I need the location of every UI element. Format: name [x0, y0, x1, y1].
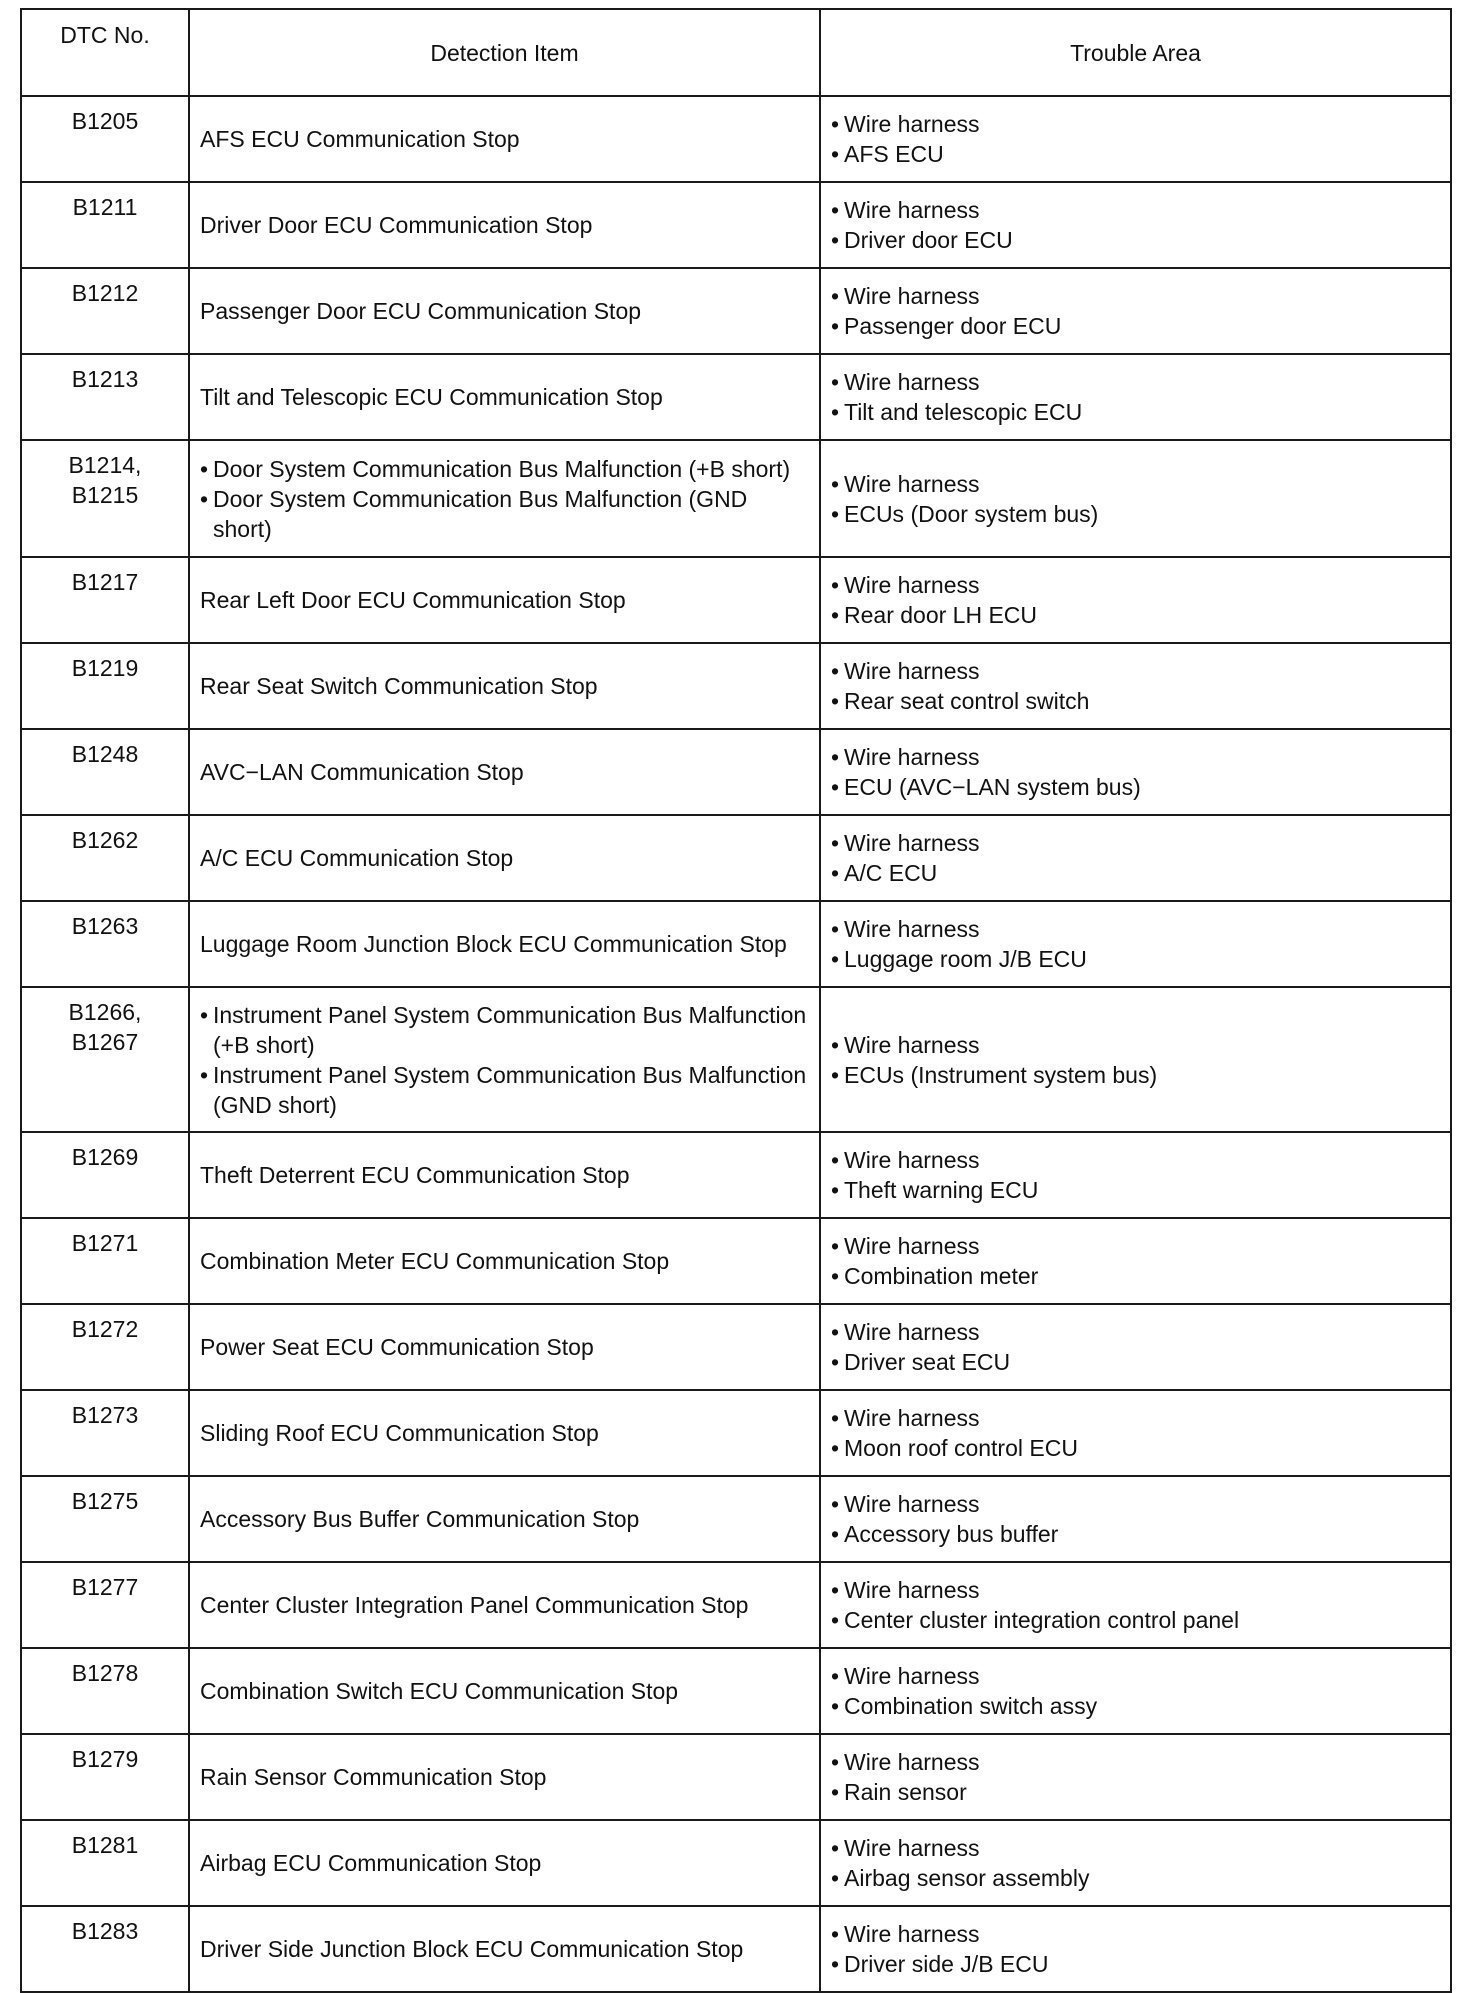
- dtc-code: B1269: [71, 1144, 139, 1170]
- detection-item-cell: [189, 729, 820, 815]
- dtc-code-cell: [21, 643, 189, 729]
- trouble-area-bullet: • Driver side J/B ECU: [831, 1949, 1450, 1979]
- table-row: [21, 268, 1451, 354]
- dtc-code: B1278: [71, 1660, 139, 1686]
- trouble-area-bullet: • Wire harness: [831, 281, 1450, 311]
- trouble-area-bullet: • Airbag sensor assembly: [831, 1863, 1450, 1893]
- dtc-code-cell: [21, 1648, 189, 1734]
- trouble-area-bullet: • Passenger door ECU: [831, 311, 1450, 341]
- detection-item-cell: [189, 96, 820, 182]
- detection-item-text: Center Cluster Integration Panel Communication Stop: [200, 1592, 749, 1618]
- trouble-area-bullet: • Wire harness: [831, 828, 1450, 858]
- trouble-area-list: [831, 1030, 1450, 1090]
- detection-item-text: Theft Deterrent ECU Communication Stop: [200, 1162, 630, 1188]
- table-row: [21, 1562, 1451, 1648]
- trouble-area-cell: [820, 1132, 1451, 1218]
- dtc-code: B1212: [71, 280, 139, 306]
- dtc-code: B1281: [71, 1832, 139, 1858]
- detection-item-text: AFS ECU Communication Stop: [200, 126, 520, 152]
- trouble-area-bullet: • Wire harness: [831, 1747, 1450, 1777]
- header-row: [21, 9, 1451, 96]
- dtc-code: B1217: [71, 569, 139, 595]
- dtc-code-cell: [21, 1218, 189, 1304]
- trouble-area-list: [831, 367, 1450, 427]
- dtc-code: B1279: [71, 1746, 139, 1772]
- trouble-area-cell: [820, 1476, 1451, 1562]
- trouble-area-list: [831, 1231, 1450, 1291]
- trouble-area-cell: [820, 901, 1451, 987]
- trouble-area-bullet: • Wire harness: [831, 1919, 1450, 1949]
- trouble-area-list: [831, 1747, 1450, 1807]
- table-row: [21, 901, 1451, 987]
- detection-item-cell: [189, 1390, 820, 1476]
- detection-item-text: Driver Door ECU Communication Stop: [200, 212, 593, 238]
- dtc-code-cell: [21, 729, 189, 815]
- table-row: [21, 643, 1451, 729]
- detection-item-text: Tilt and Telescopic ECU Communication Stop: [200, 384, 663, 410]
- trouble-area-cell: [820, 1906, 1451, 1992]
- dtc-code: B1267: [71, 1029, 139, 1055]
- trouble-area-bullet: • ECU (AVC−LAN system bus): [831, 772, 1450, 802]
- table-row: [21, 1304, 1451, 1390]
- detection-item-cell: [189, 440, 820, 557]
- dtc-code-cell: [21, 1132, 189, 1218]
- trouble-area-list: [831, 656, 1450, 716]
- trouble-area-bullet: • Wire harness: [831, 914, 1450, 944]
- dtc-code: B1214,: [68, 452, 142, 478]
- dtc-code-cell: [21, 182, 189, 268]
- detection-item-text: A/C ECU Communication Stop: [200, 845, 514, 871]
- detection-item-cell: [189, 557, 820, 643]
- dtc-code: B1272: [71, 1316, 139, 1342]
- trouble-area-bullet: • Wire harness: [831, 656, 1450, 686]
- dtc-code: B1211: [72, 194, 138, 220]
- table-row: [21, 1390, 1451, 1476]
- table-body: [21, 96, 1451, 1992]
- dtc-code: B1273: [71, 1402, 139, 1428]
- dtc-code-cell: [21, 1390, 189, 1476]
- trouble-area-cell: [820, 1390, 1451, 1476]
- table-row: [21, 1820, 1451, 1906]
- dtc-code: B1275: [71, 1488, 139, 1514]
- trouble-area-bullet: • Accessory bus buffer: [831, 1519, 1450, 1549]
- trouble-area-bullet: • Wire harness: [831, 1317, 1450, 1347]
- trouble-area-bullet: • A/C ECU: [831, 858, 1450, 888]
- trouble-area-bullet: • Wire harness: [831, 1030, 1450, 1060]
- trouble-area-bullet: • Combination switch assy: [831, 1691, 1450, 1721]
- table-row: [21, 1906, 1451, 1992]
- detection-item-cell: [189, 1476, 820, 1562]
- detection-item-cell: [189, 1906, 820, 1992]
- trouble-area-bullet: • Center cluster integration control panel: [831, 1605, 1450, 1635]
- trouble-area-bullet: • Wire harness: [831, 195, 1450, 225]
- trouble-area-list: [831, 1575, 1450, 1635]
- trouble-area-cell: [820, 1218, 1451, 1304]
- trouble-area-list: [831, 742, 1450, 802]
- dtc-code-cell: [21, 815, 189, 901]
- dtc-code-cell: [21, 440, 189, 557]
- trouble-area-bullet: • AFS ECU: [831, 139, 1450, 169]
- dtc-code-cell: [21, 268, 189, 354]
- trouble-area-bullet: • Rear seat control switch: [831, 686, 1450, 716]
- dtc-code-cell: [21, 1820, 189, 1906]
- dtc-code-cell: [21, 96, 189, 182]
- trouble-area-cell: [820, 268, 1451, 354]
- dtc-code-cell: [21, 1906, 189, 1992]
- dtc-code: B1215: [71, 482, 139, 508]
- trouble-area-list: [831, 195, 1450, 255]
- header-detection-item: Detection Item: [189, 9, 820, 96]
- trouble-area-cell: [820, 815, 1451, 901]
- dtc-code: B1277: [71, 1574, 139, 1600]
- detection-item-cell: [189, 1218, 820, 1304]
- trouble-area-bullet: • Rear door LH ECU: [831, 600, 1450, 630]
- detection-item-bullet: • Instrument Panel System Communication Bus Malfunction (+B short): [200, 1000, 811, 1060]
- trouble-area-cell: [820, 1562, 1451, 1648]
- detection-item-text: Passenger Door ECU Communication Stop: [200, 298, 642, 324]
- dtc-code: B1283: [71, 1918, 139, 1944]
- detection-item-cell: [189, 987, 820, 1132]
- detection-item-cell: [189, 1734, 820, 1820]
- trouble-area-list: [831, 1145, 1450, 1205]
- table-row: [21, 1132, 1451, 1218]
- trouble-area-bullet: • Wire harness: [831, 367, 1450, 397]
- table-row: [21, 1734, 1451, 1820]
- trouble-area-bullet: • Wire harness: [831, 1661, 1450, 1691]
- detection-item-text: Driver Side Junction Block ECU Communication Stop: [200, 1936, 744, 1962]
- trouble-area-cell: [820, 557, 1451, 643]
- trouble-area-list: [831, 109, 1450, 169]
- detection-item-text: Airbag ECU Communication Stop: [200, 1850, 542, 1876]
- trouble-area-bullet: • Tilt and telescopic ECU: [831, 397, 1450, 427]
- detection-item-text: Rain Sensor Communication Stop: [200, 1764, 547, 1790]
- dtc-code-cell: [21, 1562, 189, 1648]
- detection-item-list: [200, 454, 811, 544]
- detection-item-list: [200, 1000, 811, 1120]
- trouble-area-list: [831, 469, 1450, 529]
- detection-item-text: Sliding Roof ECU Communication Stop: [200, 1420, 599, 1446]
- dtc-code: B1213: [71, 366, 139, 392]
- detection-item-cell: [189, 1132, 820, 1218]
- detection-item-bullet: • Door System Communication Bus Malfunction (+B short): [200, 454, 811, 484]
- detection-item-cell: [189, 815, 820, 901]
- trouble-area-bullet: • Combination meter: [831, 1261, 1450, 1291]
- trouble-area-bullet: • Wire harness: [831, 109, 1450, 139]
- trouble-area-list: [831, 1833, 1450, 1893]
- trouble-area-list: [831, 1317, 1450, 1377]
- trouble-area-cell: [820, 1648, 1451, 1734]
- dtc-code: B1271: [71, 1230, 139, 1256]
- trouble-area-bullet: • Wire harness: [831, 570, 1450, 600]
- trouble-area-bullet: • Wire harness: [831, 1489, 1450, 1519]
- trouble-area-bullet: • Moon roof control ECU: [831, 1433, 1450, 1463]
- trouble-area-bullet: • Luggage room J/B ECU: [831, 944, 1450, 974]
- trouble-area-cell: [820, 643, 1451, 729]
- detection-item-bullet: • Door System Communication Bus Malfunction (GND short): [200, 484, 811, 544]
- trouble-area-list: [831, 1403, 1450, 1463]
- detection-item-cell: [189, 1562, 820, 1648]
- trouble-area-bullet: • Driver door ECU: [831, 225, 1450, 255]
- dtc-table-sheet: [20, 8, 1450, 1993]
- table-row: [21, 815, 1451, 901]
- header-trouble-area: Trouble Area: [820, 9, 1451, 96]
- trouble-area-cell: [820, 987, 1451, 1132]
- trouble-area-list: [831, 828, 1450, 888]
- detection-item-text: Rear Seat Switch Communication Stop: [200, 673, 598, 699]
- table-row: [21, 1476, 1451, 1562]
- detection-item-cell: [189, 268, 820, 354]
- trouble-area-bullet: • Driver seat ECU: [831, 1347, 1450, 1377]
- detection-item-bullet: • Instrument Panel System Communication Bus Malfunction (GND short): [200, 1060, 811, 1120]
- detection-item-text: Accessory Bus Buffer Communication Stop: [200, 1506, 640, 1532]
- table-row: [21, 440, 1451, 557]
- dtc-code-cell: [21, 557, 189, 643]
- dtc-code-cell: [21, 354, 189, 440]
- dtc-code-cell: [21, 1734, 189, 1820]
- trouble-area-list: [831, 914, 1450, 974]
- trouble-area-bullet: • Rain sensor: [831, 1777, 1450, 1807]
- dtc-code: B1263: [71, 913, 139, 939]
- detection-item-cell: [189, 643, 820, 729]
- dtc-code: B1248: [71, 741, 139, 767]
- dtc-code-cell: [21, 1304, 189, 1390]
- table-row: [21, 96, 1451, 182]
- detection-item-cell: [189, 1648, 820, 1734]
- dtc-code: B1205: [71, 108, 139, 134]
- trouble-area-cell: [820, 1304, 1451, 1390]
- trouble-area-cell: [820, 440, 1451, 557]
- dtc-code-cell: [21, 1476, 189, 1562]
- dtc-code-cell: [21, 901, 189, 987]
- trouble-area-bullet: • Wire harness: [831, 1833, 1450, 1863]
- dtc-code: B1262: [71, 827, 139, 853]
- dtc-table: [20, 8, 1452, 1993]
- table-row: [21, 1218, 1451, 1304]
- dtc-code: B1266,: [68, 999, 142, 1025]
- trouble-area-bullet: • ECUs (Instrument system bus): [831, 1060, 1450, 1090]
- trouble-area-cell: [820, 1820, 1451, 1906]
- table-row: [21, 354, 1451, 440]
- trouble-area-cell: [820, 354, 1451, 440]
- detection-item-text: AVC−LAN Communication Stop: [200, 759, 524, 785]
- trouble-area-list: [831, 1489, 1450, 1549]
- trouble-area-bullet: • Wire harness: [831, 1575, 1450, 1605]
- detection-item-cell: [189, 901, 820, 987]
- trouble-area-bullet: • Wire harness: [831, 469, 1450, 499]
- table-row: [21, 729, 1451, 815]
- trouble-area-list: [831, 1661, 1450, 1721]
- detection-item-text: Combination Meter ECU Communication Stop: [200, 1248, 670, 1274]
- detection-item-text: Combination Switch ECU Communication Stop: [200, 1678, 679, 1704]
- trouble-area-bullet: • ECUs (Door system bus): [831, 499, 1450, 529]
- trouble-area-cell: [820, 729, 1451, 815]
- trouble-area-bullet: • Wire harness: [831, 1145, 1450, 1175]
- detection-item-text: Luggage Room Junction Block ECU Communication Stop: [200, 931, 787, 957]
- trouble-area-bullet: • Wire harness: [831, 742, 1450, 772]
- dtc-code: B1219: [71, 655, 139, 681]
- detection-item-cell: [189, 1304, 820, 1390]
- trouble-area-cell: [820, 182, 1451, 268]
- trouble-area-list: [831, 281, 1450, 341]
- detection-item-cell: [189, 354, 820, 440]
- trouble-area-cell: [820, 96, 1451, 182]
- table-row: [21, 987, 1451, 1132]
- table-row: [21, 1648, 1451, 1734]
- detection-item-cell: [189, 182, 820, 268]
- trouble-area-list: [831, 1919, 1450, 1979]
- trouble-area-cell: [820, 1734, 1451, 1820]
- detection-item-text: Rear Left Door ECU Communication Stop: [200, 587, 626, 613]
- trouble-area-bullet: • Theft warning ECU: [831, 1175, 1450, 1205]
- table-row: [21, 182, 1451, 268]
- detection-item-cell: [189, 1820, 820, 1906]
- table-row: [21, 557, 1451, 643]
- trouble-area-list: [831, 570, 1450, 630]
- detection-item-text: Power Seat ECU Communication Stop: [200, 1334, 594, 1360]
- trouble-area-bullet: • Wire harness: [831, 1403, 1450, 1433]
- header-dtc-no: DTC No.: [21, 9, 189, 96]
- dtc-code-cell: [21, 987, 189, 1132]
- trouble-area-bullet: • Wire harness: [831, 1231, 1450, 1261]
